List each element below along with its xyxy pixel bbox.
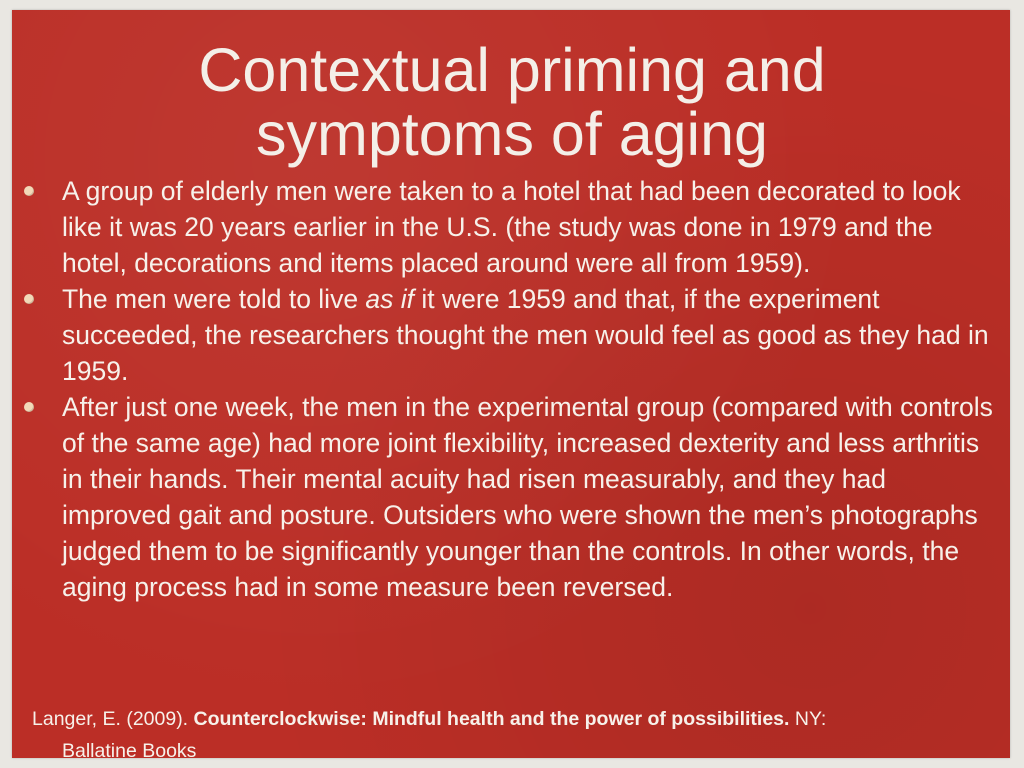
citation-book-title: Counterclockwise: Mindful health and the power of possibilities.: [193, 708, 790, 730]
bullet-list: [24, 173, 999, 605]
bullet-1-text: A group of elderly men were taken to a hotel that had been decorated to look like it was 20 years earlier in the U.S. (the study was done in 1979 and the hotel, decorations and items placed around were all from 1959).: [62, 176, 961, 278]
title-line-2: symptoms of aging: [256, 100, 768, 168]
citation-city: NY:: [789, 708, 827, 730]
bullet-item-2: [24, 281, 999, 389]
bullet-item-3: [24, 389, 999, 605]
bullet-2-text-before: The men were told to live: [62, 284, 366, 314]
title-line-1: Contextual priming and: [198, 36, 826, 104]
bullet-dot-icon: [24, 402, 34, 412]
bullet-item-1: [24, 173, 999, 281]
bullet-dot-icon: [24, 186, 34, 196]
bullet-dot-icon: [24, 294, 34, 304]
slide-title: [0, 38, 1024, 166]
citation-author: Langer, E. (2009).: [32, 708, 194, 730]
bullet-2-text-after: it were 1959 and that, if the experiment succeeded, the researchers thought the men would feel as good as they had in 1959.: [62, 284, 989, 386]
bullet-2-emphasis: as if: [365, 284, 415, 314]
bullet-3-text: After just one week, the men in the experimental group (compared with controls of the same age) had more joint flexibility, increased dexterity and less arthritis in their hands. Their mental acuity had risen measurably, and they had improved gait and posture. Outsiders who were shown the men’s photographs judged them to be significantly younger than the controls. In other words, the aging process had in some measure been reversed.: [62, 392, 993, 602]
citation: [32, 703, 992, 767]
citation-publisher: Ballatine Books: [62, 740, 197, 762]
